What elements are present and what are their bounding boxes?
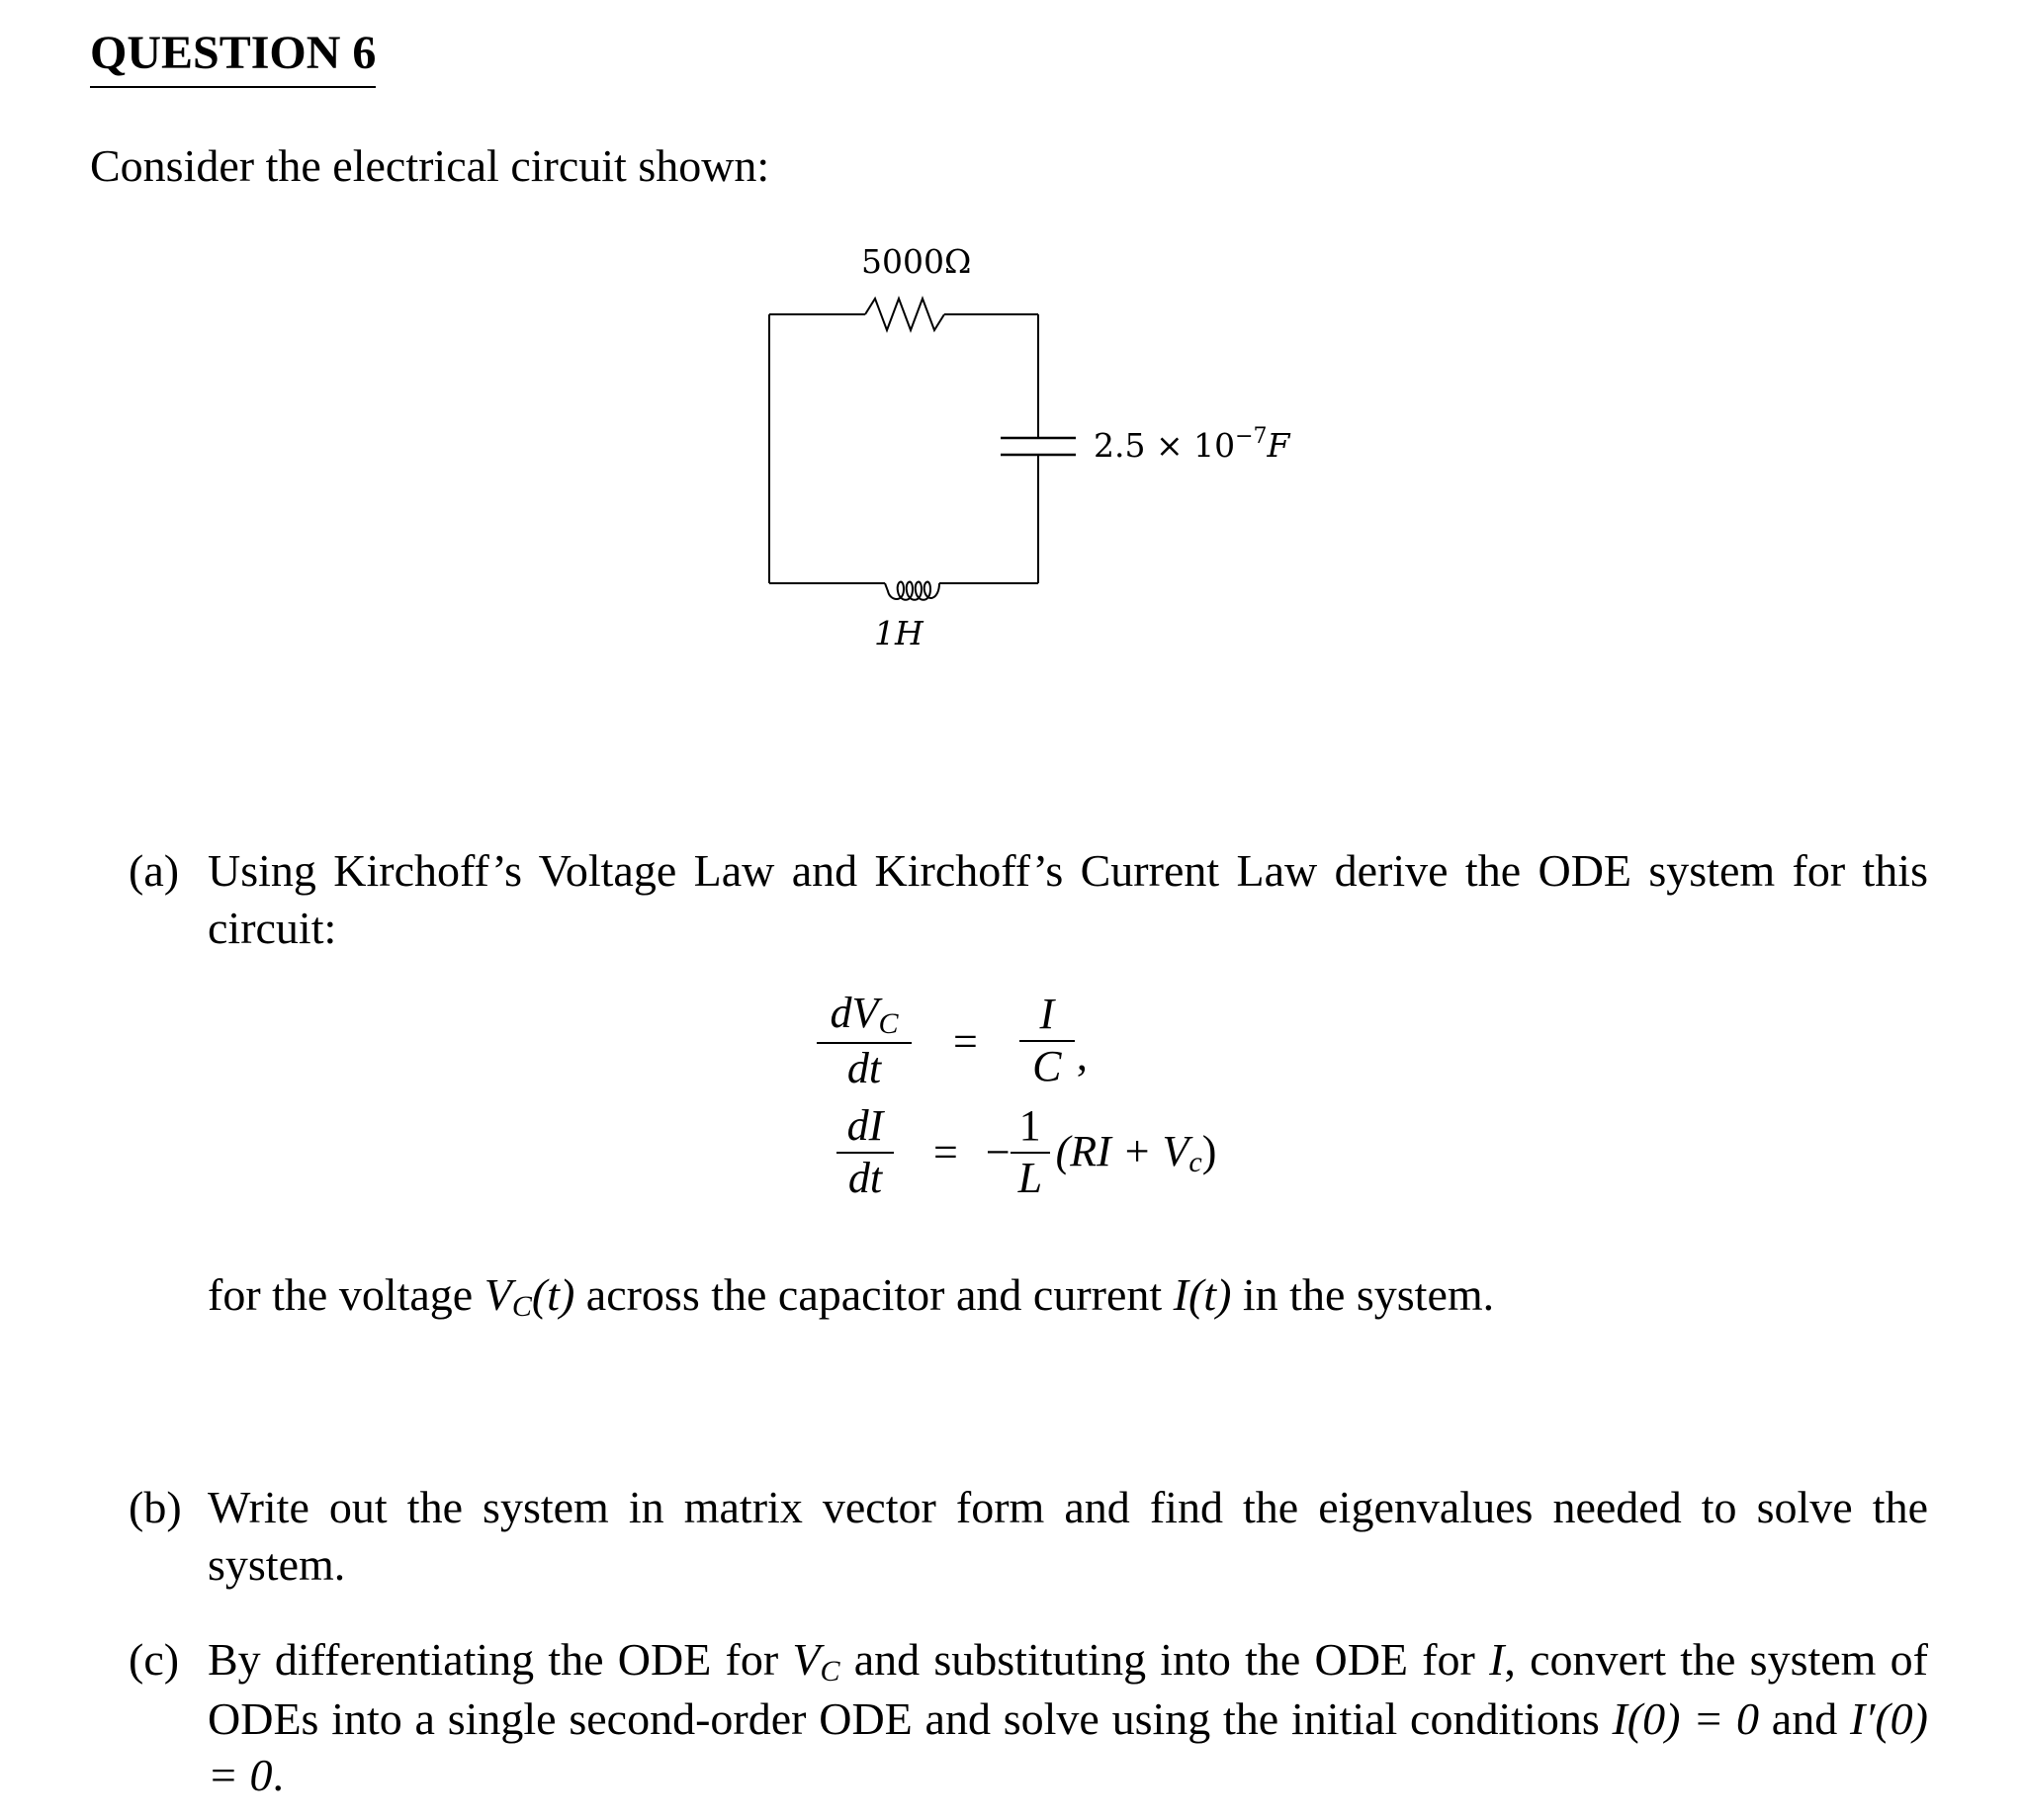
eq2-rhs-denominator: L xyxy=(1011,1152,1050,1204)
question-heading: QUESTION 6 xyxy=(90,26,376,88)
followup-var-i: I xyxy=(1173,1269,1188,1320)
part-b-text: Write out the system in matrix vector form and find the eigenvalues needed to solve the system. xyxy=(208,1482,1928,1590)
part-c xyxy=(129,1631,1928,1804)
part-a-text: Using Kirchoff’s Voltage Law and Kirchoff’s Current Law derive the ODE system for this circuit: xyxy=(208,845,1928,953)
part-b xyxy=(129,1479,1928,1593)
part-c-condition-2: I′(0) = 0 xyxy=(208,1692,1928,1800)
capacitor-label xyxy=(1094,424,1291,465)
equation-2 xyxy=(836,1101,1216,1203)
inductor-label: 1H xyxy=(874,614,924,652)
part-c-text-5: . xyxy=(272,1750,285,1800)
eq2-minus: − xyxy=(985,1128,1011,1177)
followup-pre: for the voltage xyxy=(208,1269,484,1320)
eq1-comma: , xyxy=(1076,1030,1088,1080)
eq1-rhs-denominator: C xyxy=(1019,1040,1075,1092)
eq1-lhs-num-text: dV xyxy=(830,989,879,1037)
part-c-var-v: V xyxy=(792,1634,821,1685)
eq2-rhs-paren-sub: c xyxy=(1188,1145,1202,1178)
part-c-text-4: and xyxy=(1759,1692,1850,1744)
eq2-rhs-numerator: 1 xyxy=(1018,1101,1041,1150)
eq2-lhs-fraction xyxy=(836,1101,894,1203)
eq2-equals: = xyxy=(933,1128,958,1177)
eq1-rhs-numerator: I xyxy=(1039,990,1055,1039)
capacitor-label-unit: F xyxy=(1267,426,1290,465)
eq1-lhs-denominator: dt xyxy=(817,1042,912,1094)
part-a-tag: (a) xyxy=(129,845,180,896)
followup-var-v: V xyxy=(484,1269,512,1320)
followup-var-v-sub: C xyxy=(511,1290,532,1323)
eq2-lhs-denominator: dt xyxy=(836,1152,894,1204)
eq2-rhs-fraction xyxy=(1011,1101,1050,1203)
circuit-diagram xyxy=(732,237,1345,672)
equation-1 xyxy=(817,989,1088,1093)
part-c-text-3: , convert the system of ODEs into a single second-order ODE and solve using the initial conditions xyxy=(208,1634,1928,1744)
part-c-condition-1: I(0) = 0 xyxy=(1612,1692,1760,1744)
part-a xyxy=(129,842,1928,956)
resistor-label: 5000Ω xyxy=(861,242,972,281)
inductor-symbol xyxy=(885,582,939,600)
part-c-text-1: By differentiating the ODE for xyxy=(208,1634,793,1685)
capacitor-label-exp: −7 xyxy=(1235,424,1268,449)
intro-text: Consider the electrical circuit shown: xyxy=(90,140,770,191)
part-c-var-i: I xyxy=(1489,1634,1505,1685)
part-c-text-2: and substituting into the ODE for xyxy=(839,1634,1490,1685)
part-c-var-v-sub: C xyxy=(820,1655,840,1688)
eq1-rhs-fraction xyxy=(1019,990,1075,1091)
followup-arg-t1: (t) xyxy=(531,1269,575,1320)
eq2-lhs-numerator: dI xyxy=(846,1101,884,1150)
followup-arg-t2: (t) xyxy=(1187,1269,1232,1320)
capacitor-label-base: 2.5 × 10 xyxy=(1094,426,1236,465)
part-c-tag: (c) xyxy=(129,1634,180,1685)
eq2-rhs-paren-close: ) xyxy=(1201,1126,1217,1175)
eq2-rhs-paren xyxy=(1056,1126,1217,1179)
eq1-lhs-numerator xyxy=(817,989,912,1042)
followup-post: in the system. xyxy=(1231,1269,1495,1320)
resistor-symbol xyxy=(865,299,944,330)
eq1-lhs-num-sub: C xyxy=(878,1007,899,1040)
part-b-tag: (b) xyxy=(129,1482,182,1532)
eq1-equals: = xyxy=(953,1016,978,1066)
followup-mid: across the capacitor and current xyxy=(574,1269,1174,1320)
part-a-followup xyxy=(208,1267,1494,1325)
eq2-rhs-paren-text: (RI + V xyxy=(1055,1126,1189,1175)
circuit-svg xyxy=(732,237,1345,672)
eq1-lhs-fraction xyxy=(817,989,912,1093)
